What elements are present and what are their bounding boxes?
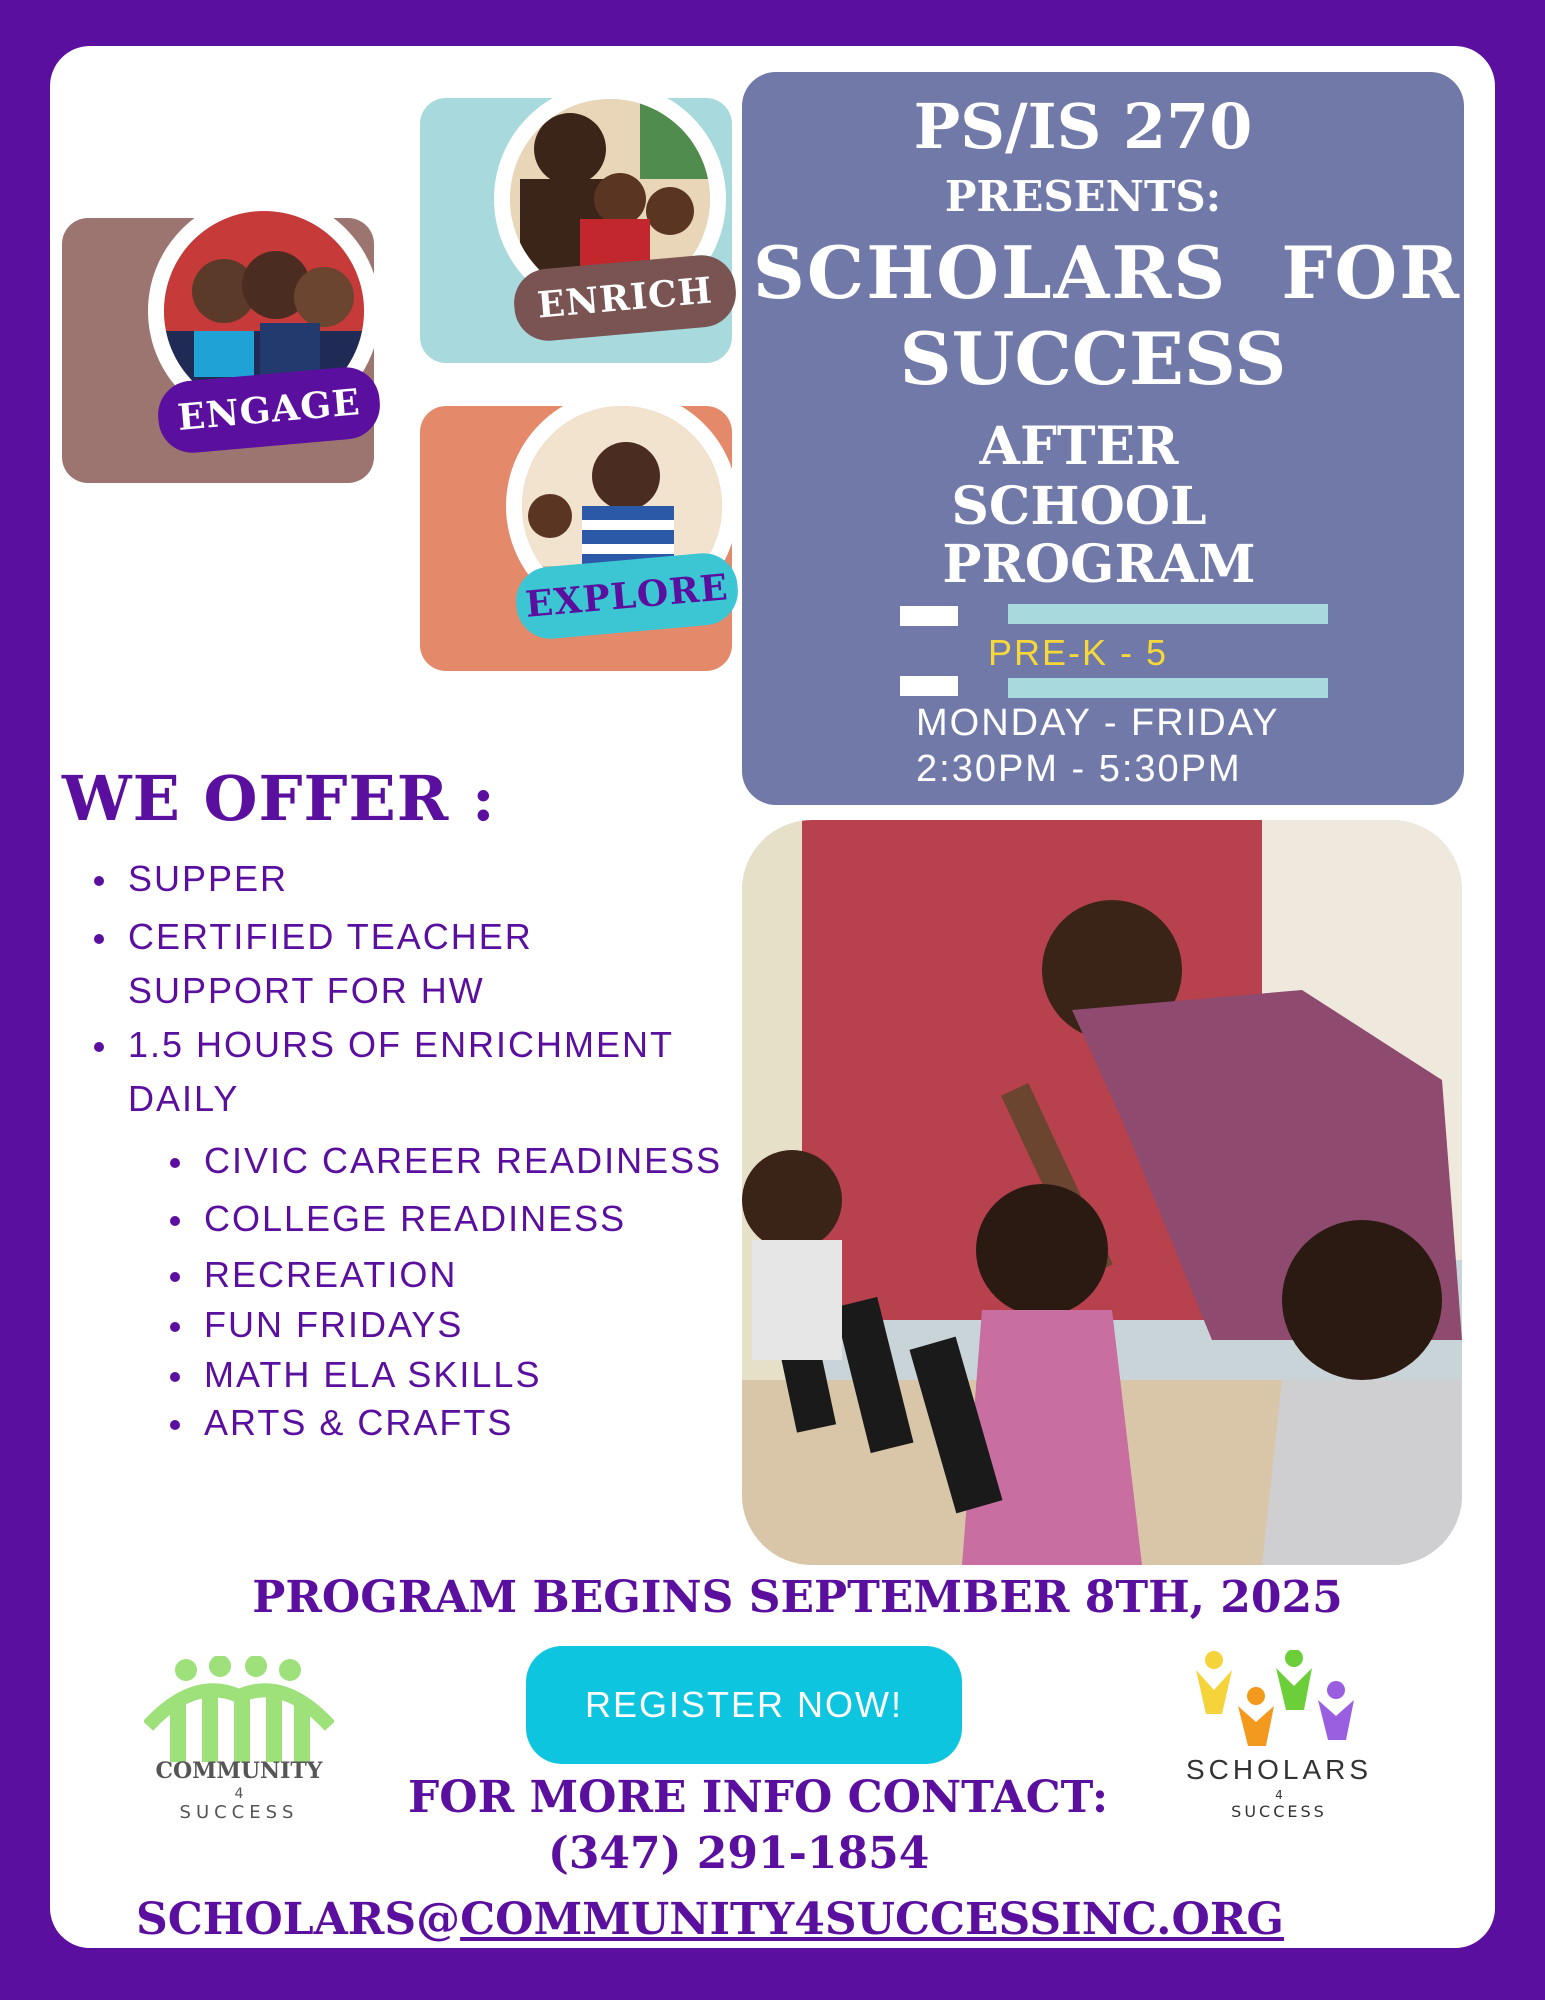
program-type-line3: PROGRAM <box>942 534 1256 595</box>
bullet-icon <box>170 1322 180 1332</box>
engage-label: ENGAGE <box>155 364 382 455</box>
list-item-text: ARTS & CRAFTS <box>204 1402 514 1443</box>
divider-bar <box>900 606 958 626</box>
list-item-text: CERTIFIED TEACHER <box>128 916 533 957</box>
list-item-continuation <box>128 1078 239 1120</box>
program-type-line2: SCHOOL <box>951 476 1207 537</box>
sub-list-item <box>204 1402 513 1444</box>
list-item <box>128 858 288 900</box>
contact-email[interactable] <box>136 1894 1284 1945</box>
divider-bar <box>1008 678 1328 698</box>
list-item-text: MATH ELA SKILLS <box>204 1354 542 1395</box>
logo-text: SUCCESS <box>1231 1802 1327 1821</box>
school-name: PS/IS 270 <box>913 90 1253 163</box>
bullet-icon <box>94 1042 104 1052</box>
explore-label: EXPLORE <box>513 550 740 641</box>
email-domain-link[interactable]: COMMUNITY4SUCCESSINC.ORG <box>460 1894 1284 1945</box>
list-item-text: COLLEGE READINESS <box>204 1198 627 1239</box>
list-item-continuation <box>128 970 485 1012</box>
start-date: PROGRAM BEGINS SEPTEMBER 8TH, 2025 <box>252 1572 1343 1623</box>
contact-phone[interactable]: (347) 291-1854 <box>548 1828 930 1879</box>
classroom-photo <box>742 820 1462 1565</box>
program-type-line1: AFTER <box>979 416 1179 477</box>
sub-list-item <box>204 1304 463 1346</box>
sub-list-item <box>204 1198 626 1240</box>
list-item <box>128 916 533 958</box>
logo-text: 4 <box>234 1786 244 1802</box>
bullet-icon <box>170 1158 180 1168</box>
divider-bar <box>1008 604 1328 624</box>
schedule-hours: 2:30PM - 5:30PM <box>916 748 1242 790</box>
scholars-4-success-logo <box>1176 1650 1382 1826</box>
bullet-icon <box>94 876 104 886</box>
sub-list-item <box>204 1140 722 1182</box>
bullet-icon <box>170 1216 180 1226</box>
list-item-text: CIVIC CAREER READINESS <box>204 1140 723 1181</box>
bullet-icon <box>170 1420 180 1430</box>
sub-list-item <box>204 1254 457 1296</box>
enrich-label: ENRICH <box>511 252 738 343</box>
logo-text: SUCCESS <box>179 1802 299 1823</box>
schedule-days: MONDAY - FRIDAY <box>916 702 1280 744</box>
title-panel <box>742 72 1464 805</box>
bullet-icon <box>170 1272 180 1282</box>
list-item-text: RECREATION <box>204 1254 458 1295</box>
logo-text: 4 <box>1275 1788 1283 1802</box>
logo-text: COMMUNITY <box>155 1758 323 1784</box>
list-item-text: FUN FRIDAYS <box>204 1304 464 1345</box>
list-item-text: 1.5 HOURS OF ENRICHMENT <box>128 1024 675 1065</box>
children-icon <box>1176 1650 1382 1750</box>
list-item-text: DAILY <box>128 1078 240 1119</box>
offer-heading: WE OFFER : <box>62 762 496 835</box>
list-item <box>128 1024 674 1066</box>
program-title-line2: SUCCESS <box>899 316 1287 401</box>
bullet-icon <box>94 934 104 944</box>
list-item-text: SUPPORT FOR HW <box>128 970 485 1011</box>
community-4-success-logo <box>144 1656 334 1836</box>
divider-bar <box>900 676 958 696</box>
grade-range: PRE-K - 5 <box>988 632 1169 673</box>
register-button[interactable]: REGISTER NOW! <box>526 1646 962 1764</box>
presents-text: PRESENTS: <box>944 172 1222 221</box>
logo-text: SCHOLARS <box>1185 1754 1373 1785</box>
sub-list-item <box>204 1354 541 1396</box>
list-item-text: SUPPER <box>128 858 289 899</box>
program-title-line1: SCHOLARS FOR <box>752 230 1462 315</box>
bullet-icon <box>170 1372 180 1382</box>
email-prefix: SCHOLARS@ <box>136 1894 461 1945</box>
contact-heading: FOR MORE INFO CONTACT: <box>408 1772 1109 1823</box>
